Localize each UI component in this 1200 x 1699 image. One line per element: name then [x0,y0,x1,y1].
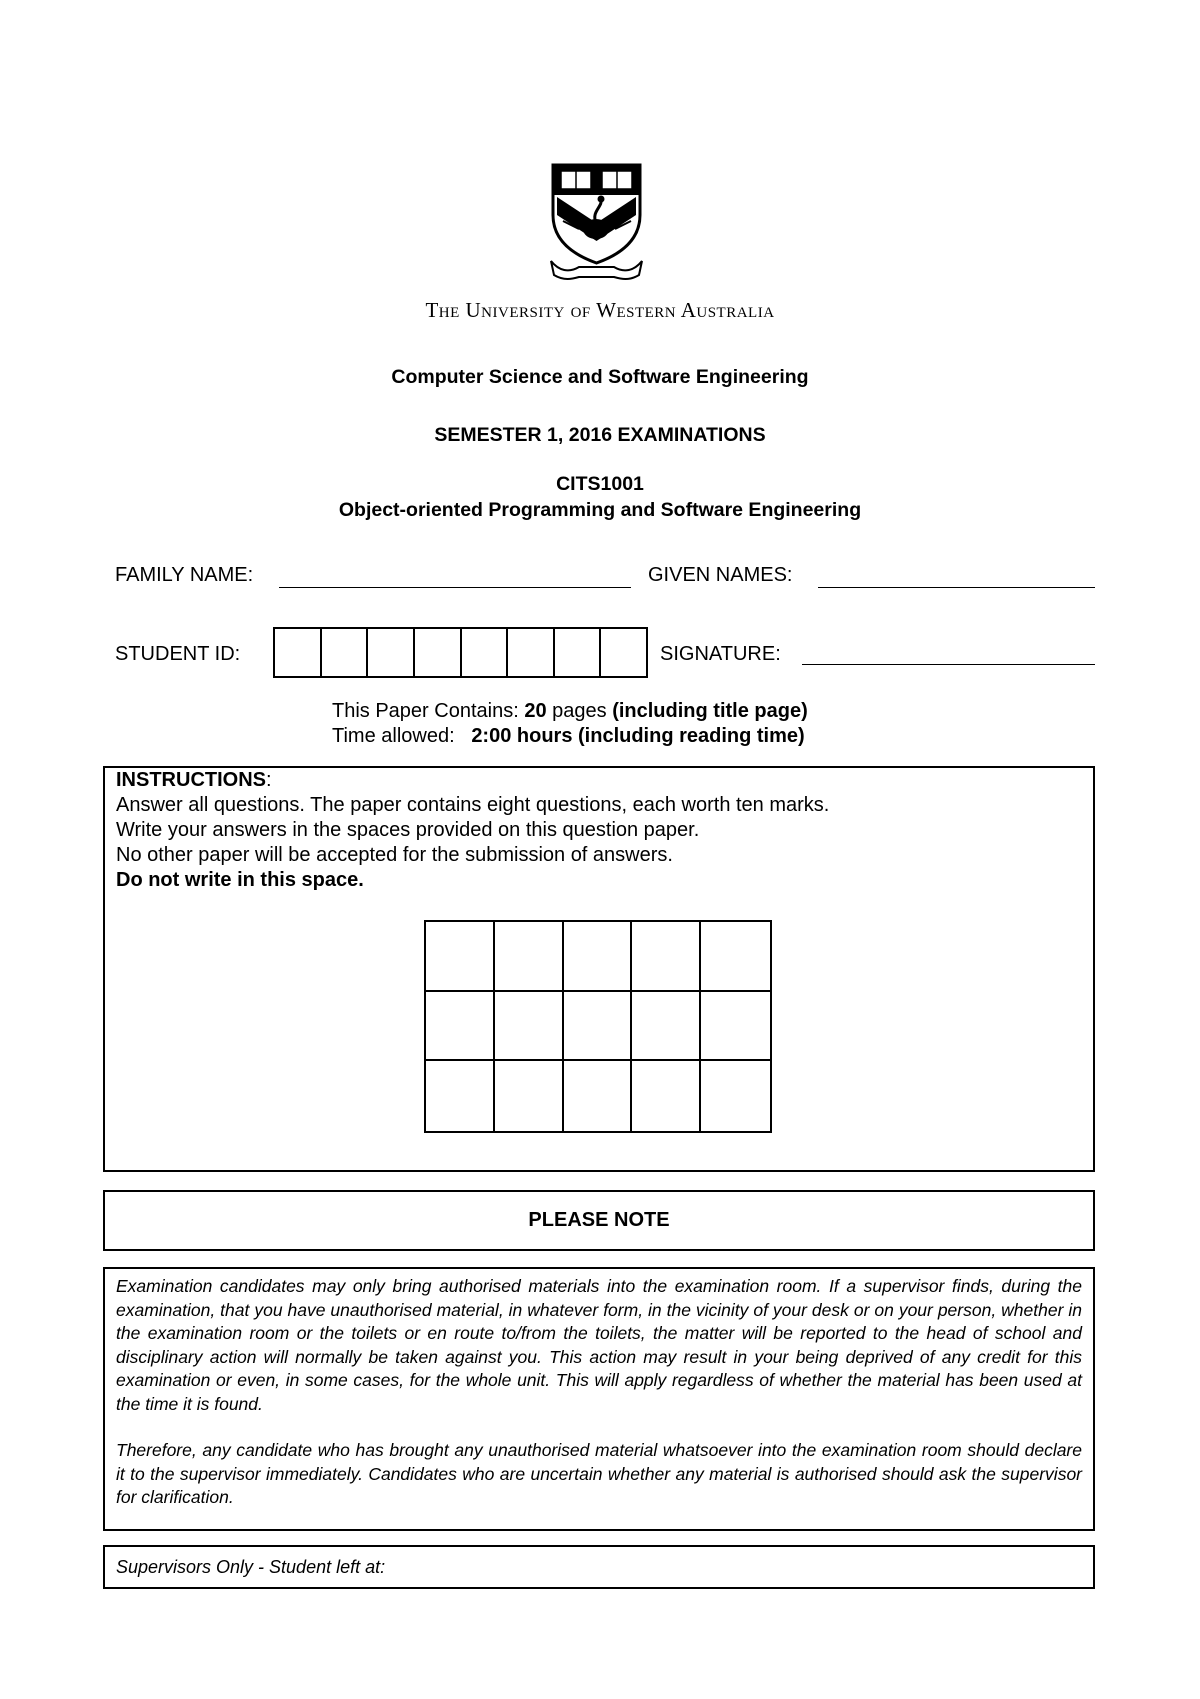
student-id-digit[interactable] [322,629,369,676]
marks-cell [564,992,633,1062]
marks-cell [564,922,633,992]
instruction-line: Answer all questions. The paper contains eight questions, each worth ten marks. [116,794,830,816]
department: Computer Science and Software Engineering [391,366,809,388]
page-count: 20 [524,700,547,722]
family-name-line[interactable] [279,587,631,588]
student-id-digit[interactable] [415,629,462,676]
marks-grid [424,920,772,1133]
supervisor-label: Supervisors Only - Student left at: [116,1556,386,1577]
marks-cell [426,992,495,1062]
marks-cell [701,922,770,992]
signature-line[interactable] [802,664,1095,665]
student-id-digit[interactable] [508,629,555,676]
unit-name: Object-oriented Programming and Software Engineering [338,499,862,521]
student-id-digit[interactable] [368,629,415,676]
marks-cell [426,1061,495,1131]
time-allowed-info: Time allowed: 2:00 hours (including reading time) [332,725,805,747]
warning-paragraph: Examination candidates may only bring authorised materials into the examination room. If a supervisor finds, during the examination, that you have unauthorised material, in whatever form, in the vicinity of your desk or on your person, whether in the examination room or the toilets or en route to/from the toilets, the matter will be reported to the head of school and disciplinary action will normally be taken against you. This action may result in your being deprived of any credit for this examination or even, in some cases, for the whole unit. This will apply regardless of whether the material has been used at the time it is found. [116,1276,1082,1414]
warning-box [103,1267,1095,1531]
instruction-line: No other paper will be accepted for the submission of answers. [116,844,673,866]
exam-period: SEMESTER 1, 2016 EXAMINATIONS [434,424,766,446]
marks-cell [495,992,564,1062]
marks-cell [701,1061,770,1131]
paper-pages-info: This Paper Contains: 20 pages (including title page) [332,700,808,722]
marks-cell [632,922,701,992]
student-id-label: STUDENT ID: [115,643,241,665]
unit-code: CITS1001 [556,473,644,495]
student-id-digit[interactable] [462,629,509,676]
marks-cell [701,992,770,1062]
signature-label: SIGNATURE: [660,643,781,665]
marks-cell [495,922,564,992]
instruction-line: Write your answers in the spaces provided on this question paper. [116,819,700,841]
student-id-digit[interactable] [275,629,322,676]
student-id-digit[interactable] [601,629,646,676]
warning-paragraph: Therefore, any candidate who has brought any unauthorised material whatsoever into the examination room should declare it to the supervisor immediately. Candidates who are uncertain whether any material is authorised should ask the supervisor for clarification. [116,1440,1082,1507]
student-id-digit[interactable] [555,629,602,676]
instruction-line: Do not write in this space. [116,869,364,891]
marks-cell [632,992,701,1062]
university-crest [549,163,644,283]
marks-cell [564,1061,633,1131]
given-names-line[interactable] [818,587,1095,588]
time-allowed-value: 2:00 hours (including reading time) [471,725,805,747]
marks-cell [495,1061,564,1131]
given-names-label: GIVEN NAMES: [648,564,793,586]
instructions-heading: INSTRUCTIONS: [116,769,272,791]
university-name: The University of Western Australia [425,298,775,322]
family-name-label: FAMILY NAME: [115,564,254,586]
student-id-boxes[interactable] [273,627,648,678]
marks-cell [426,922,495,992]
marks-cell [632,1061,701,1131]
please-note-heading: PLEASE NOTE [103,1190,1095,1251]
supervisor-box [103,1545,1095,1589]
